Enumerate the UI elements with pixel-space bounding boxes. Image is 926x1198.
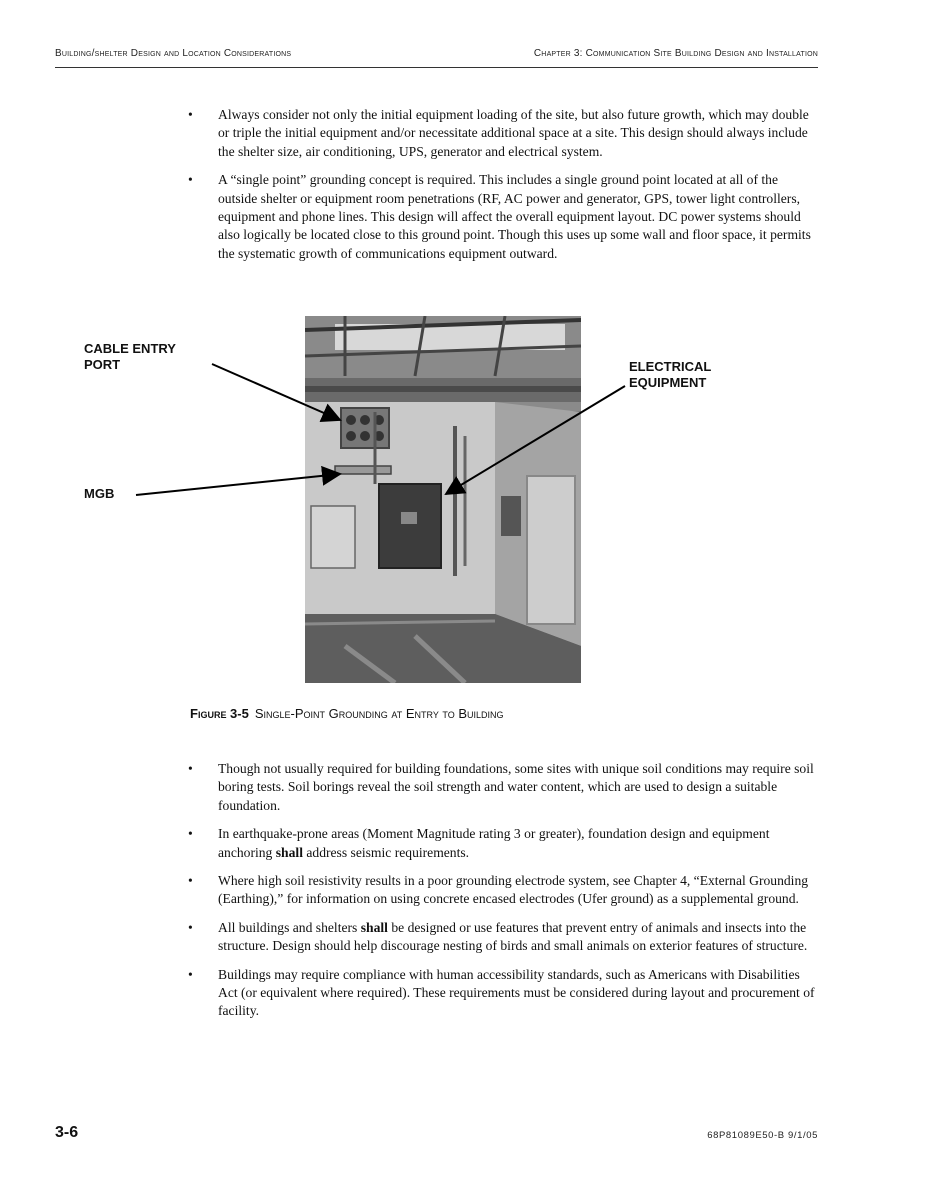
figure-caption — [190, 706, 504, 721]
bullet-soil-boring: • Though not usually required for building foundations, some sites with unique soil conditions may require soil boring tests. Soil borings reveal the soil strength and water content, which are used to design a suitable foundation. — [188, 760, 820, 815]
figure-label: Figure 3-5 — [190, 706, 249, 721]
bullet-list-top — [188, 106, 820, 273]
document-id: 68P81089E50-B 9/1/05 — [707, 1130, 818, 1141]
bullet-growth: • Always consider not only the initial equipment loading of the site, but also future growth, which may double or triple the initial equipment and/or necessitate additional space at a site. This design should always include the shelter size, air conditioning, UPS, generator and electrical system. — [188, 106, 820, 161]
equipment-room-photo — [305, 316, 581, 683]
running-header-right: Chapter 3: Communication Site Building Design and Installation — [533, 48, 818, 59]
bullet-accessibility: • Buildings may require compliance with human accessibility standards, such as Americans with Disabilities Act (or equivalent where required). These requirements must be considered during layout and procurement of facility. — [188, 966, 820, 1021]
figure-photo — [305, 316, 581, 683]
bullet-animals: • All buildings and shelters shall be designed or use features that prevent entry of animals and insects into the structure. Design should help discourage nesting of birds and small animals on exterior features of structure. — [188, 919, 820, 956]
bullet-earthquake: • In earthquake-prone areas (Moment Magnitude rating 3 or greater), foundation design and equipment anchoring shall address seismic requirements. — [188, 825, 820, 862]
bullet-soil-resistivity: • Where high soil resistivity results in a poor grounding electrode system, see Chapter 4, “External Grounding (Earthing),” for information on using concrete encased electrodes (Ufer ground) as a supplemental ground. — [188, 872, 820, 909]
callout-cable-entry-port: CABLE ENTRY PORT — [84, 341, 176, 372]
figure-title: Single-Point Grounding at Entry to Building — [254, 706, 504, 721]
callout-mgb: MGB — [84, 486, 115, 501]
page-number: 3-6 — [55, 1124, 79, 1141]
header-rule — [55, 67, 818, 68]
bullet-list-bottom — [188, 760, 820, 1031]
running-header-left: Building/shelter Design and Location Considerations — [55, 48, 292, 59]
bullet-single-point: • A “single point” grounding concept is required. This includes a single ground point located at all of the outside shelter or equipment room penetrations (RF, AC power and generator, GPS, tower light controllers, equipment and phone lines. This design will affect the overall equipment layout. DC power systems should also logically be located close to this ground point. Though this uses up some wall and floor space, it permits the systematic growth of communications equipment outward. — [188, 171, 820, 263]
callout-electrical-equipment: ELECTRICAL EQUIPMENT — [629, 359, 712, 390]
